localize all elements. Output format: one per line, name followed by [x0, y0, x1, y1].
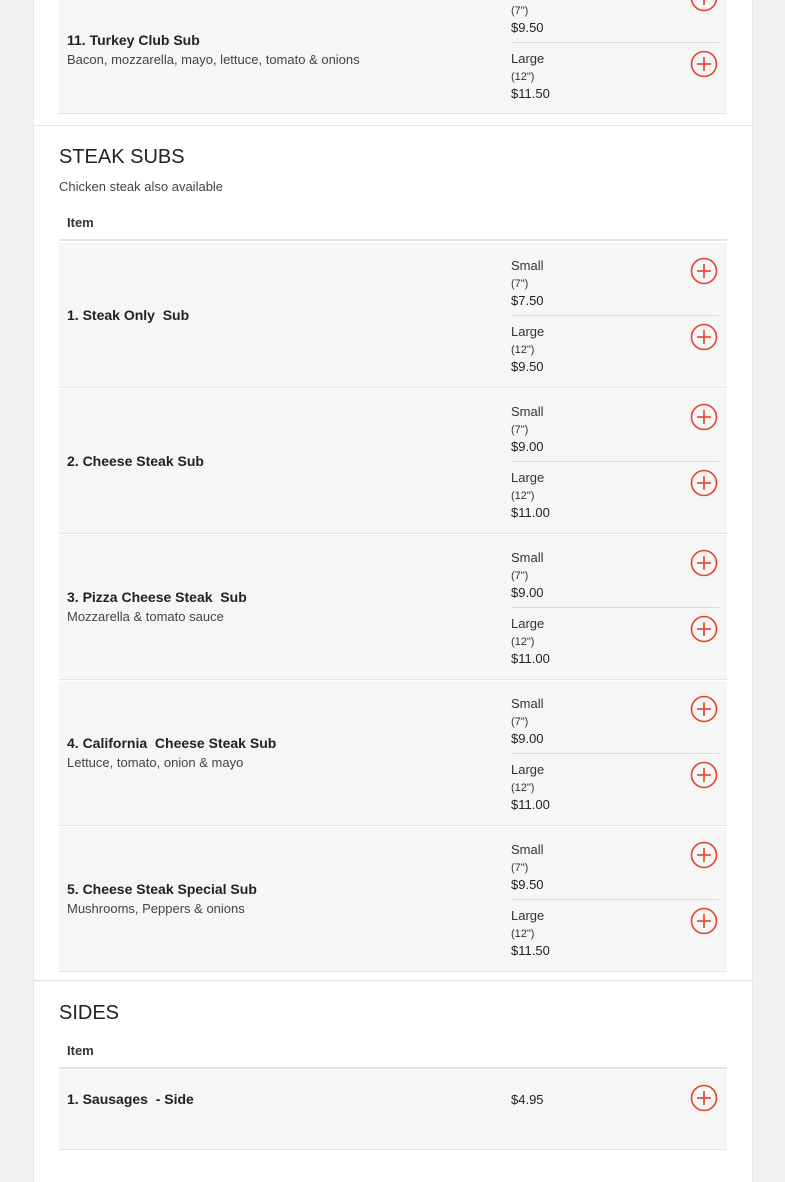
plus-circle-icon	[690, 403, 718, 431]
price-option	[511, 1070, 719, 1135]
menu-item-row	[59, 0, 727, 114]
plus-circle-icon	[690, 615, 718, 643]
option-price: $11.50	[511, 86, 550, 101]
size-option-small	[511, 396, 719, 461]
option-price: $7.50	[511, 293, 544, 308]
item-info	[67, 735, 276, 770]
option-label: Small	[511, 696, 544, 711]
option-label: Large	[511, 324, 545, 339]
size-option-large	[511, 899, 719, 964]
add-to-cart-button[interactable]	[690, 907, 718, 935]
option-size: (12")	[511, 71, 535, 83]
plus-circle-icon	[690, 761, 718, 789]
item-name: 4. California Cheese Steak Sub	[67, 735, 277, 751]
add-to-cart-button[interactable]	[690, 469, 718, 497]
menu-item-row	[59, 1070, 727, 1150]
option-size: (7")	[511, 716, 529, 728]
option-price: $11.00	[511, 797, 550, 812]
column-header-item: Item	[67, 215, 94, 230]
section-title: STEAK SUBS	[59, 146, 185, 168]
item-info	[67, 453, 204, 469]
size-option-small	[511, 542, 719, 607]
column-header-item: Item	[67, 1043, 94, 1058]
size-option-small	[511, 834, 719, 899]
option-size: (7")	[511, 862, 529, 874]
plus-circle-icon	[690, 0, 718, 12]
add-to-cart-button[interactable]	[690, 257, 718, 285]
plus-circle-icon	[690, 907, 718, 935]
option-price: $11.00	[511, 505, 550, 520]
section-note: Chicken steak also available	[59, 179, 224, 194]
option-size: (7")	[511, 424, 529, 436]
size-option-small	[511, 0, 719, 42]
option-size: (12")	[511, 636, 535, 648]
item-name: 1. Sausages - Side	[67, 1091, 194, 1107]
option-label: Large	[511, 470, 545, 485]
add-to-cart-button[interactable]	[690, 695, 718, 723]
plus-circle-icon	[690, 323, 718, 351]
size-option-large	[511, 42, 719, 107]
option-label: Large	[511, 51, 545, 66]
menu-item-row	[59, 389, 727, 534]
option-price: $11.00	[511, 651, 550, 666]
steak-subs-section	[33, 126, 753, 981]
option-size: (12")	[511, 490, 535, 502]
size-option-large	[511, 607, 719, 672]
item-name: 11. Turkey Club Sub	[67, 32, 200, 48]
option-label: Small	[511, 404, 544, 419]
add-to-cart-button[interactable]	[690, 549, 718, 577]
section-title: SIDES	[59, 1002, 120, 1024]
item-info	[67, 881, 257, 916]
menu-item-row	[59, 535, 727, 680]
option-label: Large	[511, 616, 545, 631]
size-option-small	[511, 688, 719, 753]
item-name: 5. Cheese Steak Special Sub	[67, 881, 257, 897]
menu-item-row	[59, 827, 727, 972]
plus-circle-icon	[690, 469, 718, 497]
item-info	[67, 1091, 194, 1107]
add-to-cart-button[interactable]	[690, 1084, 718, 1112]
size-option-small	[511, 250, 719, 315]
item-info	[67, 307, 189, 323]
item-description: Mushrooms, Peppers & onions	[67, 901, 245, 916]
add-to-cart-button[interactable]	[690, 0, 718, 12]
add-to-cart-button[interactable]	[690, 403, 718, 431]
menu-item-row	[59, 681, 727, 826]
item-description: Lettuce, tomato, onion & mayo	[67, 755, 244, 770]
sub-section-card	[33, 0, 753, 126]
option-label: Small	[511, 258, 544, 273]
option-size: (7")	[511, 5, 529, 17]
option-price: $9.00	[511, 439, 544, 454]
plus-circle-icon	[690, 841, 718, 869]
column-header	[59, 211, 727, 241]
menu-item-row	[59, 243, 727, 388]
option-size: (12")	[511, 782, 535, 794]
size-option-large	[511, 315, 719, 380]
option-price: $9.50	[511, 20, 544, 35]
sides-section	[33, 982, 753, 1182]
item-name: 1. Steak Only Sub	[67, 307, 190, 323]
item-name: 3. Pizza Cheese Steak Sub	[67, 589, 247, 605]
size-option-large	[511, 461, 719, 526]
option-size: (7")	[511, 278, 529, 290]
size-option-large	[511, 753, 719, 818]
option-price: $4.95	[511, 1092, 544, 1107]
plus-circle-icon	[690, 50, 718, 78]
option-label: Small	[511, 550, 544, 565]
option-size: (7")	[511, 570, 529, 582]
option-price: $9.50	[511, 359, 544, 374]
plus-circle-icon	[690, 257, 718, 285]
item-description: Mozzarella & tomato sauce	[67, 609, 224, 624]
option-label: Small	[511, 842, 544, 857]
plus-circle-icon	[690, 1084, 718, 1112]
add-to-cart-button[interactable]	[690, 50, 718, 78]
column-header	[59, 1039, 727, 1069]
option-price: $9.50	[511, 877, 544, 892]
plus-circle-icon	[690, 695, 718, 723]
item-description: Bacon, mozzarella, mayo, lettuce, tomato & onions	[67, 52, 360, 67]
option-price: $11.50	[511, 943, 550, 958]
item-info	[67, 32, 360, 67]
option-price: $9.00	[511, 585, 544, 600]
add-to-cart-button[interactable]	[690, 323, 718, 351]
plus-circle-icon	[690, 549, 718, 577]
item-name: 2. Cheese Steak Sub	[67, 453, 204, 469]
add-to-cart-button[interactable]	[690, 615, 718, 643]
option-size: (12")	[511, 344, 535, 356]
add-to-cart-button[interactable]	[690, 841, 718, 869]
option-price: $9.00	[511, 731, 544, 746]
option-size: (12")	[511, 928, 535, 940]
add-to-cart-button[interactable]	[690, 761, 718, 789]
item-info	[67, 589, 247, 624]
option-label: Large	[511, 762, 545, 777]
option-label: Large	[511, 908, 545, 923]
